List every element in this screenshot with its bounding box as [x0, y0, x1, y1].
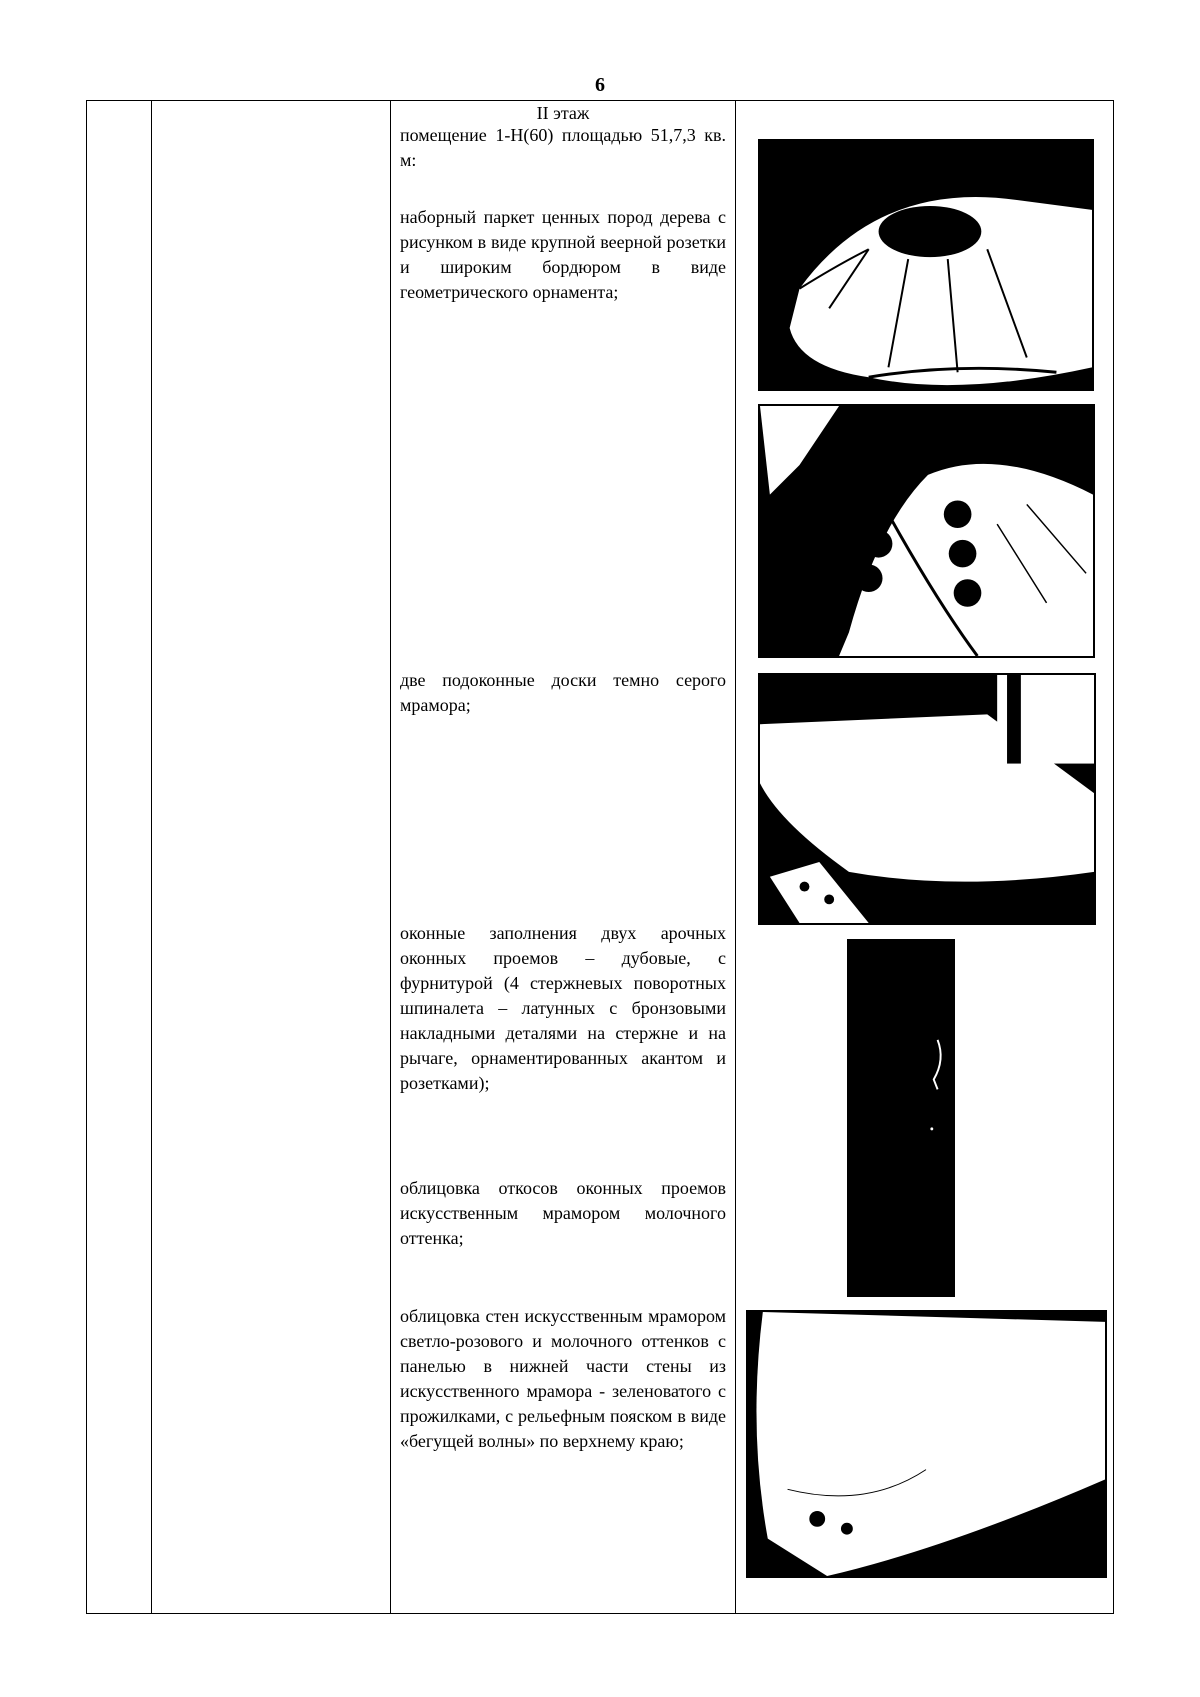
floor-heading: II этаж	[536, 103, 590, 123]
photo-wall-cladding	[746, 1310, 1107, 1578]
item-parquet: наборный паркет ценных пород дерева с рисунком в виде крупной веерной розетки и широким бордюром в виде геометрического орнамента;	[400, 207, 726, 302]
inventory-table	[86, 100, 1114, 1614]
page-number: 6	[595, 74, 605, 96]
item-window-slopes: облицовка откосов оконных проемов искусственным мрамором молочного оттенка;	[400, 1178, 726, 1248]
column-divider	[735, 101, 736, 1613]
photo-window-frame	[847, 939, 955, 1297]
column-divider	[151, 101, 152, 1613]
photo-window-sill	[758, 673, 1096, 925]
item-window-sills: две подоконные доски темно серого мрамора;	[400, 670, 726, 715]
item-wall-cladding: облицовка стен искусственным мрамором светло-розового и молочного оттенков с панелью в нижней части стены из искусственного мрамора - зеленоватого с прожилками, с рельефным пояском в виде «бегущей волны» по верхнему краю;	[400, 1306, 726, 1451]
photo-parquet-border	[758, 404, 1095, 658]
photo-parquet-rosette	[758, 139, 1094, 391]
room-title: помещение 1-Н(60) площадью 51,7,3 кв. м:	[400, 125, 726, 170]
item-window-frames: оконные заполнения двух арочных оконных проемов – дубовые, с фурнитурой (4 стержневых поворотных шпиналета – латунных с бронзовыми накладными деталями на стержне и на рычаге, орнаментированных акантом и розетками);	[400, 923, 726, 1093]
column-divider	[390, 101, 391, 1613]
